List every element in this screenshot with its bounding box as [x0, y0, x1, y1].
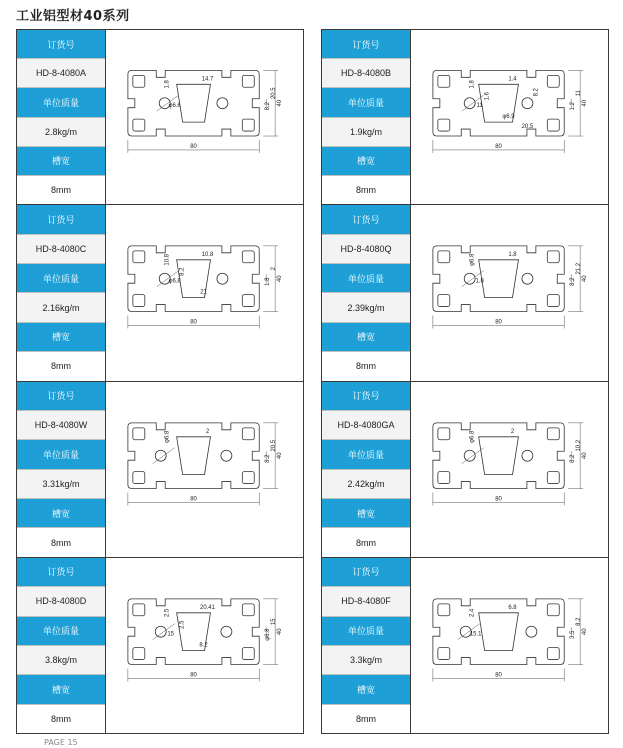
dimension-label: 80 — [495, 319, 502, 326]
profile-outline — [433, 422, 564, 488]
core-bore — [217, 273, 228, 284]
dimension-label: 2.5 — [164, 608, 171, 617]
core-bore — [217, 98, 228, 109]
product-code: HD-8-4080Q — [322, 235, 410, 264]
order-no-label: 订货号 — [322, 558, 410, 587]
dimension-label: 8.2 — [576, 617, 583, 626]
product-card — [16, 29, 304, 205]
corner-cavity — [438, 251, 450, 263]
product-card — [321, 205, 609, 381]
corner-cavity — [133, 647, 145, 659]
product-code: HD-8-4080A — [17, 59, 105, 88]
dimension-label: 20.5 — [521, 124, 534, 131]
order-no-label: 订货号 — [322, 382, 410, 411]
product-card — [16, 558, 304, 734]
corner-cavity — [242, 75, 254, 87]
cross-section-svg — [411, 205, 608, 380]
corner-cavity — [438, 75, 450, 87]
corner-cavity — [438, 427, 450, 439]
dimension-label: φ6.8 — [469, 430, 476, 443]
dimension-label: 8.2 — [265, 102, 272, 111]
profile-drawing — [411, 30, 608, 204]
profile-outline — [128, 422, 259, 488]
dimension-label: 11 — [576, 90, 583, 97]
product-code: HD-8-4080F — [322, 587, 410, 616]
unit-mass-label: 单位质量 — [17, 88, 105, 117]
slot-width-value: 8mm — [322, 705, 410, 733]
dimension-label: 21 — [200, 289, 207, 296]
product-code: HD-8-4080D — [17, 587, 105, 616]
unit-mass-value: 2.16kg/m — [17, 293, 105, 322]
unit-mass-label: 单位质量 — [17, 440, 105, 469]
spec-table — [17, 382, 106, 557]
slot-width-value: 8mm — [17, 176, 105, 204]
dimension-label: 2.5 — [179, 620, 186, 629]
corner-cavity — [438, 604, 450, 616]
dimension-label: 40 — [277, 275, 284, 283]
slot-width-label: 槽宽 — [17, 323, 105, 352]
corner-cavity — [242, 647, 254, 659]
unit-mass-value: 2.8kg/m — [17, 118, 105, 147]
order-no-label: 订货号 — [322, 205, 410, 234]
dimension-label: 80 — [495, 143, 502, 150]
slot-width-label: 槽宽 — [17, 147, 105, 176]
profile-outline — [433, 246, 564, 312]
dimension-label: 1.8 — [469, 80, 476, 89]
dimension-label: 15 — [271, 618, 278, 625]
dimension-label: φ6.9 — [502, 114, 515, 121]
slot-width-label: 槽宽 — [322, 499, 410, 528]
center-cavity — [177, 436, 211, 474]
dimension-label: 2.4 — [469, 608, 476, 617]
order-no-label: 订货号 — [17, 30, 105, 59]
corner-cavity — [547, 295, 559, 307]
page-number: PAGE 15 — [44, 738, 78, 747]
leader-line — [153, 447, 175, 463]
unit-mass-label: 单位质量 — [322, 88, 410, 117]
dimension-label: 40 — [277, 451, 284, 459]
corner-cavity — [242, 251, 254, 263]
core-bore — [221, 626, 232, 637]
order-no-label: 订货号 — [17, 558, 105, 587]
dimension-label: φ6.8 — [164, 430, 171, 443]
cross-section-svg — [106, 558, 303, 733]
core-bore — [522, 450, 533, 461]
unit-mass-label: 单位质量 — [322, 264, 410, 293]
product-card — [321, 29, 609, 205]
center-cavity — [479, 260, 519, 298]
slot-width-value: 8mm — [17, 352, 105, 380]
core-bore — [155, 626, 166, 637]
dimension-label: 1.6 — [484, 92, 491, 101]
dimension-label: 1.8 — [164, 80, 171, 89]
corner-cavity — [547, 604, 559, 616]
product-code: HD-8-4080GA — [322, 411, 410, 440]
profile-outline — [433, 599, 564, 665]
dimension-label: 80 — [190, 495, 197, 502]
corner-cavity — [438, 295, 450, 307]
dimension-label: 11 — [476, 103, 483, 110]
unit-mass-value: 3.3kg/m — [322, 646, 410, 675]
slot-width-value: 8mm — [322, 176, 410, 204]
dimension-label: 40 — [277, 99, 284, 107]
dimension-label: 20.41 — [200, 604, 215, 611]
profile-drawing — [411, 558, 608, 733]
core-bore — [464, 450, 475, 461]
slot-width-value: 8mm — [17, 528, 105, 556]
profile-drawing — [106, 382, 303, 557]
profile-outline — [128, 599, 259, 665]
unit-mass-label: 单位质量 — [322, 440, 410, 469]
dimension-label: 1.4 — [508, 76, 517, 83]
dimension-label: 10.8 — [164, 254, 171, 266]
spec-table — [322, 382, 411, 557]
unit-mass-value: 3.31kg/m — [17, 470, 105, 499]
corner-cavity — [547, 75, 559, 87]
dimension-label: φ6.8 — [168, 278, 181, 285]
corner-cavity — [547, 647, 559, 659]
order-no-label: 订货号 — [17, 205, 105, 234]
spec-table — [17, 30, 106, 204]
product-code: HD-8-4080C — [17, 235, 105, 264]
slot-width-value: 8mm — [17, 705, 105, 733]
cross-section-svg — [411, 558, 608, 733]
corner-cavity — [242, 119, 254, 131]
dimension-label: 8.2 — [199, 642, 208, 649]
product-code: HD-8-4080W — [17, 411, 105, 440]
dimension-label: 8.2 — [533, 88, 540, 97]
dimension-label: 2 — [510, 428, 515, 435]
dimension-label: 3.5 — [570, 630, 577, 639]
dimension-label: 1.8 — [508, 252, 517, 259]
corner-cavity — [242, 604, 254, 616]
product-code: HD-8-4080B — [322, 59, 410, 88]
dimension-label: 1.2 — [570, 102, 577, 111]
dimension-label: 14.7 — [201, 76, 214, 83]
corner-cavity — [438, 119, 450, 131]
spec-table — [17, 558, 106, 733]
dimension-label: 8.2 — [265, 454, 272, 463]
corner-cavity — [242, 471, 254, 483]
profile-outline — [128, 246, 259, 312]
dimension-label: 20.5 — [271, 87, 278, 100]
dimension-label: 20.5 — [271, 439, 278, 452]
dimension-label: 2 — [271, 267, 278, 271]
unit-mass-value: 2.39kg/m — [322, 293, 410, 322]
corner-cavity — [438, 647, 450, 659]
dimension-label: 6.8 — [508, 604, 517, 611]
dimension-label: 1.8 — [265, 277, 272, 287]
cross-section-svg — [106, 205, 303, 380]
dimension-label: 8.2 — [570, 454, 577, 463]
dimension-label: 8.2 — [570, 277, 577, 287]
product-card — [16, 382, 304, 558]
profile-drawing — [411, 382, 608, 557]
cross-section-svg — [411, 382, 608, 557]
corner-cavity — [133, 251, 145, 263]
spec-table — [17, 205, 106, 380]
corner-cavity — [242, 427, 254, 439]
profile-drawing — [106, 205, 303, 380]
cross-section-svg — [411, 30, 608, 204]
unit-mass-label: 单位质量 — [322, 617, 410, 646]
order-no-label: 订货号 — [322, 30, 410, 59]
dimension-label: 1.8 — [475, 278, 484, 285]
dimension-label: 40 — [582, 275, 589, 283]
profile-drawing — [411, 205, 608, 380]
corner-cavity — [133, 295, 145, 307]
corner-cavity — [547, 251, 559, 263]
core-bore — [464, 98, 475, 109]
corner-cavity — [547, 427, 559, 439]
dimension-label: 40 — [582, 99, 589, 107]
unit-mass-value: 2.42kg/m — [322, 470, 410, 499]
dimension-label: 15.1 — [469, 631, 482, 638]
product-card — [321, 558, 609, 734]
dimension-label: 15 — [167, 631, 174, 638]
dimension-label: 80 — [190, 143, 197, 150]
dimension-label: φ6.8 — [469, 253, 476, 267]
dimension-label: 10.8 — [201, 252, 214, 259]
corner-cavity — [438, 471, 450, 483]
unit-mass-value: 1.9kg/m — [322, 118, 410, 147]
cross-section-svg — [106, 382, 303, 557]
profile-outline — [128, 70, 259, 136]
profile-drawing — [106, 30, 303, 204]
dimension-label: 40 — [582, 451, 589, 459]
leader-line — [462, 447, 484, 463]
dimension-label: 10.2 — [576, 439, 583, 452]
corner-cavity — [133, 119, 145, 131]
spec-table — [322, 205, 411, 380]
unit-mass-label: 单位质量 — [17, 264, 105, 293]
slot-width-label: 槽宽 — [322, 675, 410, 704]
dimension-label: 80 — [495, 672, 502, 679]
corner-cavity — [133, 604, 145, 616]
product-card — [321, 382, 609, 558]
slot-width-label: 槽宽 — [17, 499, 105, 528]
core-bore — [522, 273, 533, 284]
cross-section-svg — [106, 30, 303, 204]
slot-width-value: 8mm — [322, 352, 410, 380]
dimension-label: 21.2 — [576, 263, 583, 275]
dimension-label: φ6.6 — [168, 103, 181, 110]
dimension-label: 2 — [205, 428, 210, 435]
profile-outline — [433, 70, 564, 136]
corner-cavity — [547, 471, 559, 483]
dimension-label: φ6.8 — [265, 628, 272, 641]
center-cavity — [177, 84, 211, 122]
profile-drawing — [106, 558, 303, 733]
core-bore — [526, 626, 537, 637]
slot-width-label: 槽宽 — [322, 323, 410, 352]
slot-width-value: 8mm — [322, 528, 410, 556]
center-cavity — [479, 436, 519, 474]
core-bore — [464, 273, 475, 284]
core-bore — [522, 98, 533, 109]
product-grid — [16, 29, 609, 734]
dimension-label: 40 — [277, 628, 284, 635]
dimension-label: 80 — [190, 672, 197, 679]
corner-cavity — [133, 471, 145, 483]
dimension-label: 80 — [495, 495, 502, 502]
corner-cavity — [133, 427, 145, 439]
core-bore — [221, 450, 232, 461]
product-card — [16, 205, 304, 381]
center-cavity — [479, 613, 519, 651]
slot-width-label: 槽宽 — [17, 675, 105, 704]
dimension-label: 80 — [190, 319, 197, 326]
unit-mass-label: 单位质量 — [17, 617, 105, 646]
spec-table — [322, 558, 411, 733]
corner-cavity — [242, 295, 254, 307]
dimension-label: 40 — [582, 628, 589, 635]
unit-mass-value: 3.8kg/m — [17, 646, 105, 675]
spec-table — [322, 30, 411, 204]
corner-cavity — [133, 75, 145, 87]
page-title: 工业铝型材40系列 — [16, 9, 130, 24]
core-bore — [155, 450, 166, 461]
dimension-label: 8.2 — [179, 267, 186, 277]
slot-width-label: 槽宽 — [322, 147, 410, 176]
corner-cavity — [547, 119, 559, 131]
order-no-label: 订货号 — [17, 382, 105, 411]
